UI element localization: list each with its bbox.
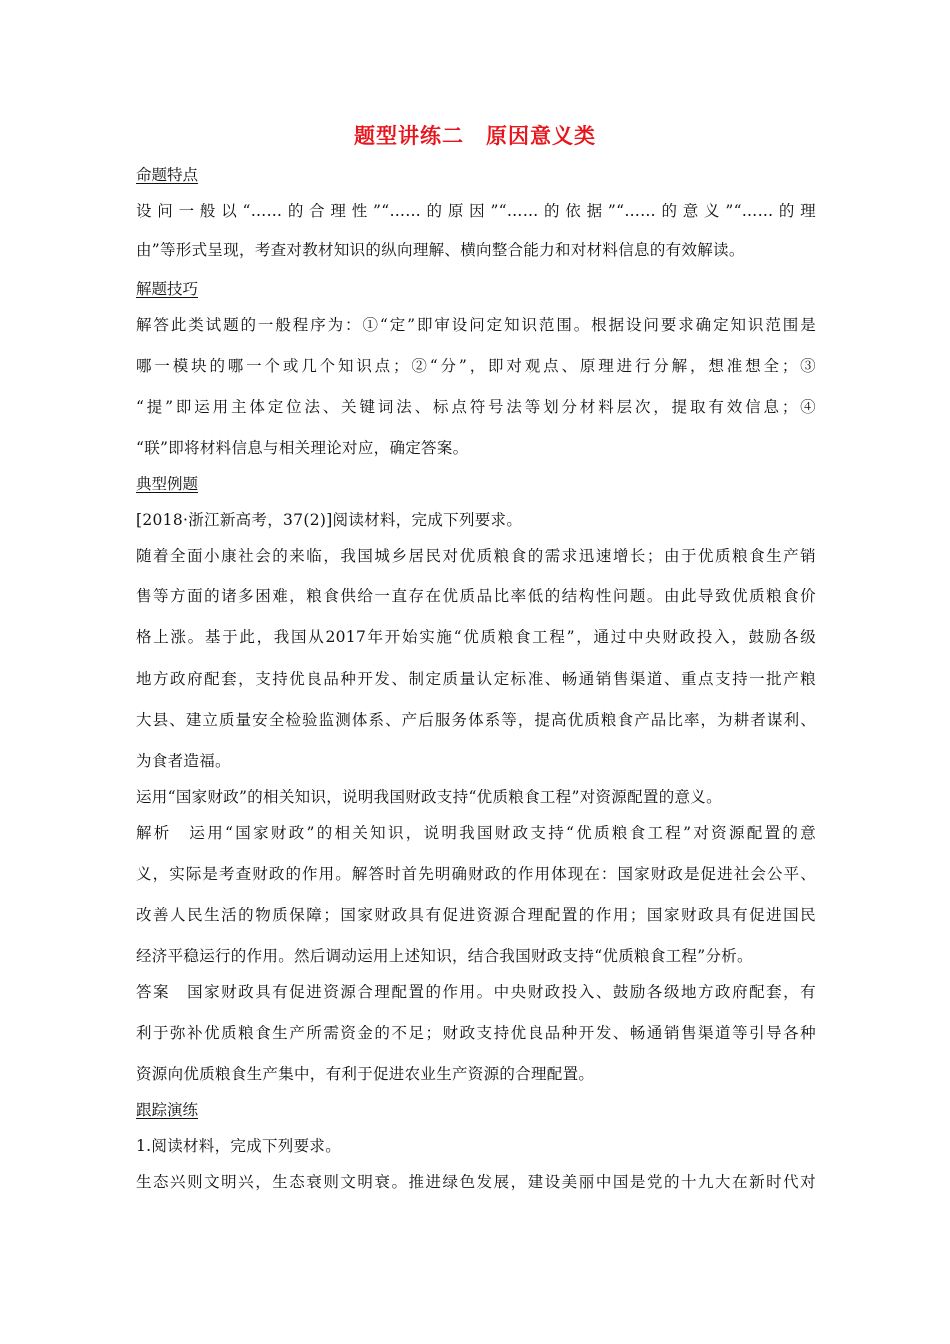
answer-line: 答案 国家财政具有促进资源合理配置的作用。中央财政投入、鼓励各级地方政府配套，有: [136, 983, 816, 1001]
skill-line: 解答此类试题的一般程序为：①“定”即审设问定知识范围。根据设问要求确定知识范围是: [136, 316, 816, 334]
analysis-line: 义，实际是考查财政的作用。解答时首先明确财政的作用体现在：国家财政是促进社会公平、: [136, 865, 816, 883]
practice-line: 生态兴则文明兴，生态衰则文明衰。推进绿色发展，建设美丽中国是党的十九大在新时代对: [136, 1173, 816, 1191]
answer-line: 利于弥补优质粮食生产所需资金的不足；财政支持优良品种开发、畅通销售渠道等引导各种: [136, 1024, 816, 1042]
example-line: 为食者造福。: [136, 752, 231, 770]
example-line: 售等方面的诸多困难，粮食供给一直存在优质品比率低的结构性问题。由此导致优质粮食价: [136, 587, 816, 605]
example-heading: 典型例题: [136, 475, 199, 493]
answer-line: 资源向优质粮食生产集中，有利于促进农业生产资源的合理配置。: [136, 1065, 595, 1083]
example-line: 地方政府配套，支持优良品种开发、制定质量认定标准、畅通销售渠道、重点支持一批产粮: [136, 670, 816, 688]
skill-heading: 解题技巧: [136, 280, 199, 298]
analysis-line: 改善人民生活的物质保障；国家财政具有促进资源合理配置的作用；国家财政具有促进国民: [136, 906, 816, 924]
skill-line: “联”即将材料信息与相关理论对应，确定答案。: [136, 439, 469, 457]
example-question: 运用“国家财政”的相关知识，说明我国财政支持“优质粮食工程”对资源配置的意义。: [136, 788, 722, 806]
example-line: 格上涨。基于此，我国从2017年开始实施“优质粮食工程”，通过中央财政投入，鼓励各级: [136, 628, 816, 646]
example-line: 随着全面小康社会的来临，我国城乡居民对优质粮食的需求迅速增长；由于优质粮食生产销: [136, 547, 816, 565]
example-source: [2018·浙江新高考，37(2)]阅读材料，完成下列要求。: [136, 511, 523, 529]
analysis-line: 解析 运用“国家财政”的相关知识，说明我国财政支持“优质粮食工程”对资源配置的意: [136, 824, 816, 842]
title-part-2: 原因意义类: [486, 124, 596, 148]
feature-line: 设问一般以“……的合理性”“……的原因”“……的依据”“……的意义”“……的理: [136, 202, 816, 220]
feature-line: 由”等形式呈现，考查对教材知识的纵向理解、横向整合能力和对材料信息的有效解读。: [136, 241, 745, 259]
analysis-line: 经济平稳运行的作用。然后调动运用上述知识，结合我国财政支持“优质粮食工程”分析。: [136, 947, 753, 965]
practice-item: 1.阅读材料，完成下列要求。: [136, 1137, 341, 1155]
example-line: 大县、建立质量安全检验监测体系、产后服务体系等，提高优质粮食产品比率，为耕者谋利、: [136, 711, 816, 729]
title-part-1: 题型讲练二: [354, 124, 464, 148]
practice-heading: 跟踪演练: [136, 1101, 199, 1119]
skill-line: 哪一模块的哪一个或几个知识点；②“分”，即对观点、原理进行分解，想准想全；③: [136, 357, 816, 375]
skill-line: “提”即运用主体定位法、关键词法、标点符号法等划分材料层次，提取有效信息；④: [136, 398, 816, 416]
page-title: [0, 120, 950, 150]
feature-heading: 命题特点: [136, 166, 199, 184]
